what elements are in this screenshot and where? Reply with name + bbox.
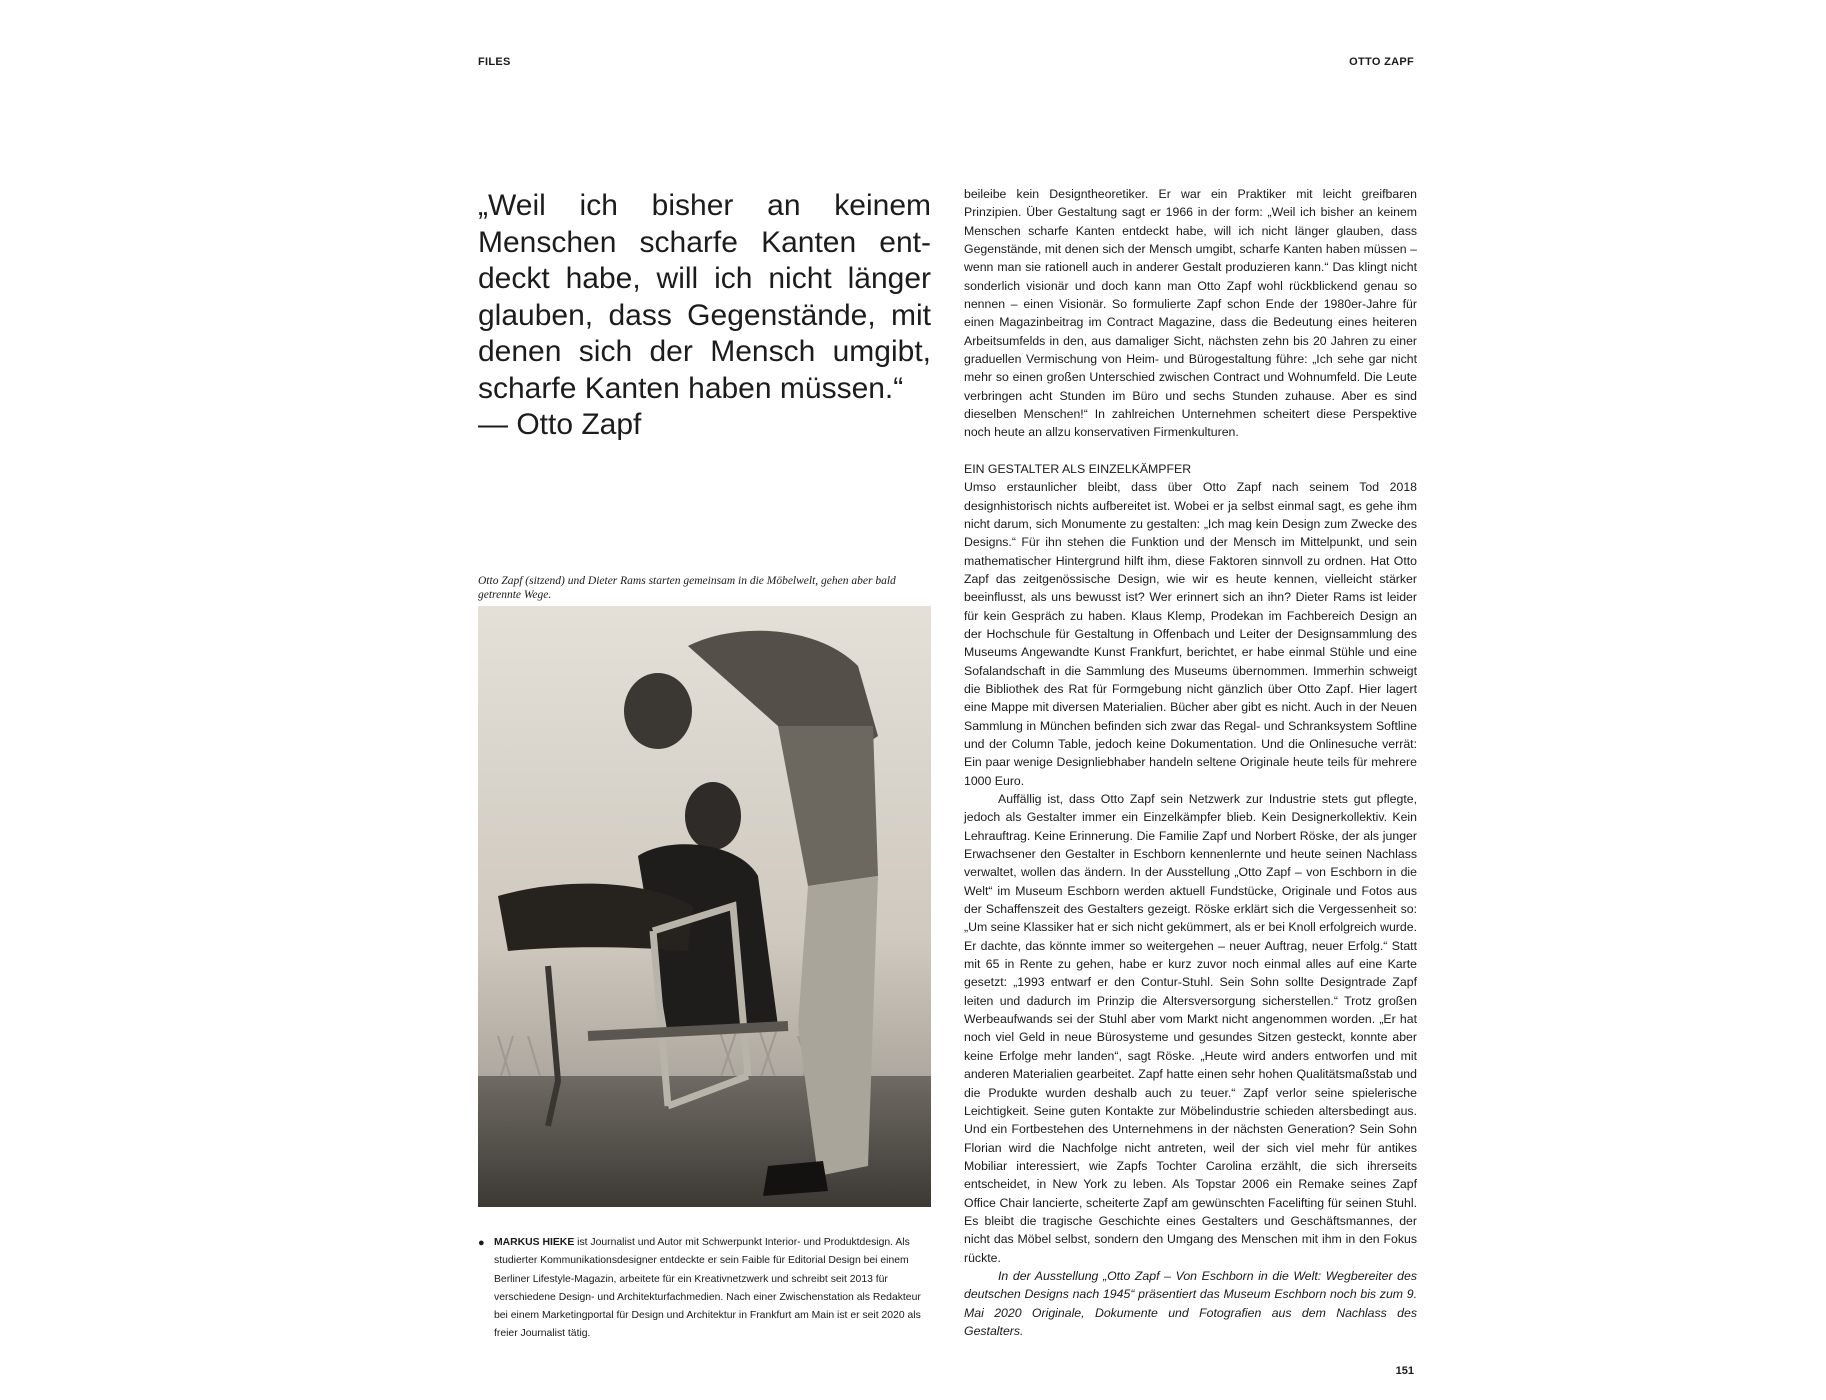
author-bio	[478, 1234, 931, 1344]
pull-quote-text: „Weil ich bisher an keinem Menschen scharfe Kanten entdeckt habe, will ich nicht länger glauben, dass Gegenstände, mit denen sich der Mensch umgibt, scharfe Kanten haben müssen.“	[478, 189, 931, 405]
running-header-section: FILES	[478, 56, 511, 68]
bio-text-block	[494, 1234, 931, 1344]
photo-illustration	[478, 606, 931, 1207]
section-heading: EIN GESTALTER ALS EINZELKÄMPFER	[964, 461, 1192, 476]
body-paragraph: Auffällig ist, dass Otto Zapf sein Netzwerk zur Industrie stets gut pflegte, jedoch als Gestalter immer ein Einzelkämpfer blieb. Kein Designerkollektiv. Kein Lehrauftrag. Keine Erinnerung. Die Familie Zapf und Norbert Röske, der als junger Erwachsener den Gestalter in Eschborn kennenlernte und heute seinen Nachlass verwaltet, wollen das ändern. In der Ausstellung „Otto Zapf – von Eschborn in die Welt“ im Museum Eschborn werden aktuell Fundstücke, Originale und Fotos aus der Schaffenszeit des Gestalters gezeigt. Röske erklärt sich die Vergessenheit so: „Um seine Klassiker hat er sich nicht gekümmert, als er bei Knoll erfolgreich wurde. Er dachte, das könnte immer so weitergehen – neuer Auftrag, neuer Erfolg.“ Statt mit 65 in Rente zu gehen, habe er kurz zuvor noch einmal alles auf eine Karte gesetzt: „1993 entwarf er den Contur-Stuhl. Sein Sohn sollte Designtrade Zapf leiten und dadurch im Prinzip die Altersversorgung sicherstellen.“ Trotz großen Werbeaufwands sei der Stuhl aber vom Markt nicht angenommen worden. „Er hat noch viel Geld in neue Bürosysteme und gesundes Sitzen gesteckt, konnte aber keine Erfolge mehr landen“, sagt Röske. „Heute wird anders entworfen und mit anderen Materialien gearbeitet. Zapf hatte einen sehr hohen Qualitätsmaßstab und die Produkte wurden deshalb auch zu teuer.“ Zapf verlor seine spielerische Leichtigkeit. Seine guten Kontakte zur Möbelindustrie schieden altersbedingt aus. Und ein Fortbestehen des Unternehmens in der nächsten Generation? Sein Sohn Florian wird die Nachfolge nicht antreten, weil der sich viel mehr für antikes Mobiliar interessiert, wie Zapfs Tochter Carolina erzählt, die sich ihrerseits entscheidet, in New York zu leben. Als Topstar 2006 ein Remake seines Zapf Office Chair lancierte, scheiterte Zapf am gewünschten Facelifting für seinen Stuhl. Es bleibt die tragische Geschichte eines Gestalters und Geschäftsmannes, der nicht das Möbel selbst, sondern den Umgang des Menschen mit ihm in den Fokus rückte.	[964, 792, 1417, 1265]
pull-quote	[478, 188, 931, 444]
bio-bullet-icon: ●	[478, 1237, 485, 1249]
article-body	[964, 185, 1417, 1340]
running-header-topic: OTTO ZAPF	[1349, 56, 1414, 68]
exhibition-note: In der Ausstellung „Otto Zapf – Von Eschborn in die Welt: Wegbereiter des deutschen Designs nach 1945“ präsentiert das Museum Eschborn noch bis zum 9. Mai 2020 Originale, Dokumente und Fotografien aus dem Nachlass des Gestalters.	[964, 1268, 1417, 1338]
body-paragraph: Umso erstaunlicher bleibt, dass über Otto Zapf nach seinem Tod 2018 designhistorisch nichts aufbereitet ist. Wobei er ja selbst einmal sagt, es gehe ihm nicht darum, sich Monumente zu gestalten: „Ich mag kein Design zum Zwecke des Designs.“ Für ihn stehen die Funktion und der Mensch im Mittelpunkt, und sein mathematischer Hintergrund hilft ihm, diese Faktoren sinnvoll zu ordnen. Hat Otto Zapf das zeitgenössische Design, wie wir es heute kennen, vielleicht stärker beeinflusst, als uns bewusst ist? Wer erinnert sich an ihn? Dieter Rams ist leider für kein Gespräch zu haben. Klaus Klemp, Prodekan im Fachbereich Design an der Hochschule für Gestaltung in Offenbach und Leiter der Designsammlung des Museums Angewandte Kunst Frankfurt, berichtet, er habe einmal Stühle und eine Sofalandschaft in die Sammlung des Museums übernommen. Immerhin schweigt die Bibliothek des Rat für Formgebung nicht gänzlich über Otto Zapf. Hier lagert eine Mappe mit diversen Materialien. Bücher aber gibt es nicht. Auch in der Neuen Sammlung in München befinden sich zwar das Regal- und Schranksystem Softline und der Column Table, jedoch keine Dokumentation. Und die Onlinesuche verrät: Ein paar wenige Designliebhaber handeln seltene Originale heute teils für mehrere 1000 Euro.	[964, 480, 1417, 788]
page-number: 151	[1395, 1365, 1414, 1377]
bio-author-name: MARKUS HIEKE	[494, 1237, 575, 1248]
photo-caption: Otto Zapf (sitzend) und Dieter Rams starten gemeinsam in die Möbelwelt, gehen aber bald getrennte Wege.	[478, 575, 896, 601]
pull-quote-author: — Otto Zapf	[478, 408, 642, 441]
body-paragraph: beileibe kein Designtheoretiker. Er war ein Praktiker mit leicht greifbaren Prinzipien. Über Gestaltung sagt er 1966 in der form: „Weil ich bisher an keinem Menschen scharfe Kanten entdeckt habe, will ich nicht länger glauben, dass Gegenstände, mit denen sich der Mensch umgibt, scharfe Kanten haben müssen – wenn man sie rationell auch in anderer Gestalt produzieren kann.“ Das klingt nicht sonderlich visionär und doch kann man Otto Zapf wohl rückblickend genau so nennen – einen Visionär. So formulierte Zapf schon Ende der 1980er-Jahre für einen Magazinbeitrag im Contract Magazine, dass die Bedeutung eines heiteren Arbeitsumfelds in den, aus damaliger Sicht, nächsten zehn bis 20 Jahren zu einer graduellen Vermischung von Heim- und Bürogestaltung führe: „Ich sehe gar nicht mehr so einen großen Unterschied zwischen Contract und Wohnumfeld. Die Leute verbringen acht Stunden im Büro und sechs Stunden zuhause. Aber es sind dieselben Menschen!“ In zahlreichen Unternehmen scheitert diese Perspektive noch heute an allzu konservativen Firmenkulturen.	[964, 187, 1417, 440]
bio-description: ist Journalist und Autor mit Schwerpunkt Interior- und Produktdesign. Als studierter Kommunikationsdesigner entdeckte er sein Faible für Editorial Design bei einem Berliner Lifestyle-Magazin, arbeitete für ein Kreativnetzwerk und schreibt seit 2013 für verschiedene Design- und Architekturfachmedien. Nach einer Zwischenstation als Redakteur bei einem Marketingportal für Design und Architektur in Frankfurt am Main ist er seit 2020 als freier Journalist tätig.	[494, 1237, 921, 1340]
historic-photo-otto-zapf-and-dieter-rams	[478, 606, 931, 1207]
